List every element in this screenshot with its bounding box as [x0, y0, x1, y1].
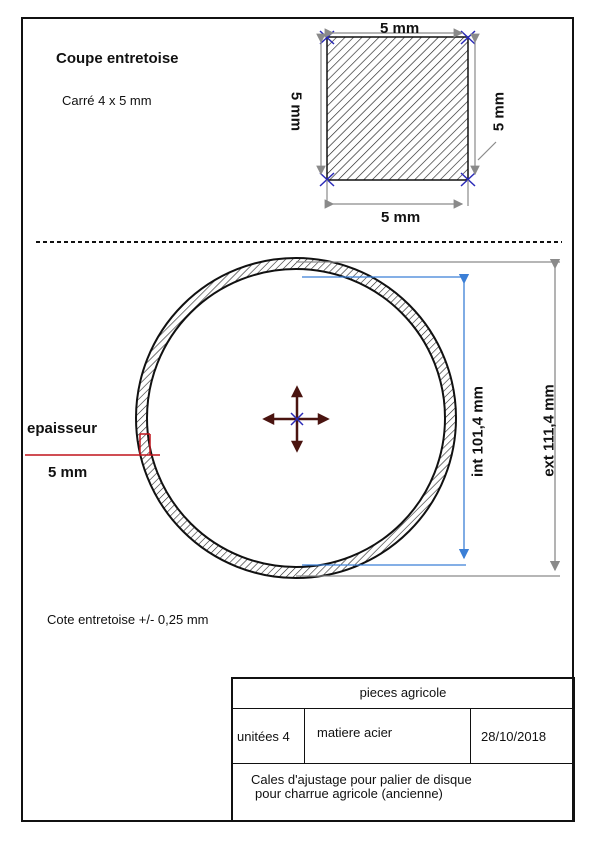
square-dim-left: 5 mm: [287, 91, 305, 132]
section-title: Coupe entretoise: [56, 50, 179, 67]
thickness-value: 5 mm: [48, 464, 88, 481]
outer-diameter-label: ext 111,4 mm: [540, 384, 558, 477]
description-cell: [251, 773, 472, 801]
square-dim-right: 5 mm: [490, 91, 508, 132]
description-line-2: pour charrue agricole (ancienne): [255, 786, 443, 801]
inner-diameter-label: int 101,4 mm: [469, 386, 487, 477]
tolerance-note: Cote entretoise +/- 0,25 mm: [47, 612, 209, 627]
thickness-label: epaisseur: [27, 420, 98, 437]
section-subtitle: Carré 4 x 5 mm: [62, 93, 152, 108]
title-block: [231, 677, 575, 822]
material-cell: matiere acier: [305, 709, 471, 763]
title-block-info-row: [233, 709, 573, 764]
square-dim-bottom: 5 mm: [381, 209, 421, 226]
description-line-1: Cales d'ajustage pour palier de disque: [251, 772, 472, 787]
title-block-header: pieces agricole: [359, 685, 447, 700]
section-square: [327, 37, 468, 180]
thickness-callout: [25, 434, 160, 455]
square-dim-top: 5 mm: [380, 20, 420, 37]
units-cell: unitées 4: [233, 709, 305, 763]
title-block-header-row: [233, 679, 573, 709]
date-cell: 28/10/2018: [481, 729, 547, 744]
